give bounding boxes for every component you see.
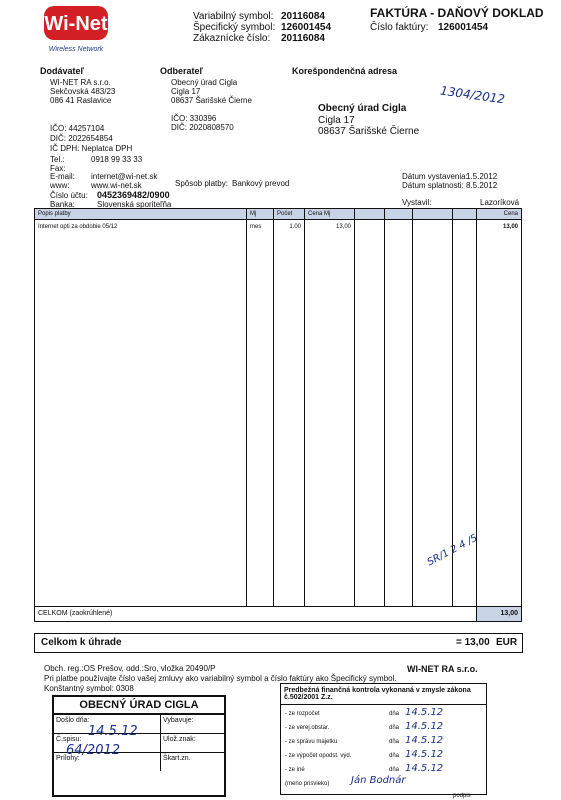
handwritten-control-date: 14.5.12 [405,763,444,774]
control-day-label: dňa [389,711,400,717]
supplier-phone: 0918 99 33 33 [91,155,143,164]
company-logo [40,4,112,56]
issue-date-label: Dátum vystavenia: [402,172,468,181]
total-value: 13,00 [477,606,522,621]
fax-label: Fax: [50,164,66,173]
customer-number-label: Zákaznícke číslo: [193,33,271,44]
handwritten-side-note: SR/1 2 4 /5 [425,532,480,569]
col-blank-2 [385,209,413,220]
table-header [35,209,522,220]
stamp-row [54,715,224,734]
col-description: Popis platby [35,209,247,220]
col-blank-4 [453,209,477,220]
handwritten-control-date: 14.5.12 [405,749,444,760]
financial-control-box [280,683,487,799]
stamp-storage-label: Ulož.znak: [163,736,196,743]
handwritten-control-date: 14.5.12 [405,721,444,732]
col-quantity: Počet [274,209,305,220]
handwritten-received-date: 14.5.12 [88,724,138,739]
control-line-property: - ze správu majetku [285,739,338,745]
item-blank-1 [355,220,385,607]
col-price: Cena [477,209,522,220]
handwritten-signature: Ján Bodnár [351,775,406,786]
supplier-ico: IČO: 44257104 [50,124,105,133]
control-day-label: dňa [389,725,400,731]
control-day-label: dňa [389,753,400,759]
supplier-bank: Slovenská sporiteľňa [97,200,172,209]
supplier-email[interactable]: internet@wi-net.sk [91,172,158,181]
customer-dic: DIČ: 2020808570 [171,123,234,132]
control-line-procurement: - ze verej.obstar. [285,725,330,731]
grand-total-currency: EUR [496,637,518,648]
supplier-account: 0452369482/0900 [97,190,170,200]
svg-text:Wi-Net: Wi-Net [44,13,108,35]
col-unit-price: Cena Mj [305,209,355,220]
table-total-row [35,606,522,621]
supplier-heading: Dodávateľ [40,66,84,76]
handwritten-reg-number: 1304/2012 [439,83,506,107]
supplier-name: WI-NET RA s.r.o. [50,78,111,87]
correspondence-street: Cigla 17 [318,115,355,126]
correspondence-name: Obecný úrad Cigla [318,103,407,114]
customer-street: Cigla 17 [171,87,201,96]
item-quantity: 1.00 [274,220,305,607]
stamp-handler-label: Vybavuje: [163,717,194,724]
item-description: Internet opti za obdobie 05/12 [35,220,247,607]
correspondence-heading: Korešpondenčná adresa [292,66,398,76]
stamp-file-label: Č.spisu: [54,734,161,752]
col-blank-1 [355,209,385,220]
issued-by: Lazoríková [480,198,520,207]
email-label: E-mail: [50,172,75,181]
variable-symbol-label: Variabilný symbol: [193,11,274,22]
logo-graphic [40,4,112,56]
item-unit: mes [247,220,274,607]
due-date: 8.5.2012 [466,181,498,190]
item-price: 13,00 [477,220,522,607]
issued-by-label: Vystavil: [402,198,432,207]
control-line-justification: - ze výpočet opodst. výd. [285,753,352,759]
stamp-title: OBECNÝ ÚRAD CIGLA [54,697,224,715]
control-signer-label: (meno prisvieko) [285,781,330,787]
customer-name: Obecný úrad Cigla [171,78,238,87]
control-sign-label: podpis [453,793,471,799]
invoice-title: FAKTÚRA - DAŇOVÝ DOKLAD [370,6,544,20]
tel-label: Tel.: [50,155,65,164]
correspondence-city: 08637 Šarišské Čierne [318,126,420,137]
grand-total-box [34,633,523,653]
payment-method: Bankový prevod [232,179,290,188]
customer-ico: IČO: 330396 [171,114,217,123]
bank-label: Banka: [50,200,75,209]
control-day-label: dňa [389,739,400,745]
supplier-website[interactable]: www.wi-net.sk [91,181,142,190]
col-unit: Mj [247,209,274,220]
customer-heading: Odberateľ [160,66,203,76]
grand-total-label: Celkom k úhrade [41,637,122,648]
footer-payment-note: Pri platbe používajte číslo vašej zmluvy ako variabilný symbol a číslo faktúry ako Špecifický symbol. [44,674,397,683]
total-label: CELKOM (zaokrúhlené) [35,606,477,621]
variable-symbol: 20116084 [281,11,325,22]
control-line-other: - ze iné [285,767,305,773]
footer-company: WI-NET RA s.r.o. [407,664,478,674]
specific-symbol-label: Špecifický symbol: [193,22,276,33]
item-unit-price: 13,00 [305,220,355,607]
stamp-shred-label: Škart.zn. [163,755,191,762]
handwritten-control-date: 14.5.12 [405,735,444,746]
stamp-attachments-label: Prílohy: [54,753,161,771]
www-label: www: [50,181,70,190]
svg-text:Wireless Network: Wireless Network [48,46,104,53]
supplier-dic: DIČ: 2022654854 [50,134,113,143]
control-day-label: dňa [389,767,400,773]
control-title: Predbežná finančná kontrola vykonaná v zmysle zákona č.502/2001 Z.z. [281,684,486,705]
footer-register: Obch. reg.:OS Prešov, odd.:Sro, vložka 20490/P [44,664,216,673]
due-date-label: Dátum splatnosti: [402,181,464,190]
invoice-number: 126001454 [438,22,489,33]
item-blank-2 [385,220,413,607]
supplier-icdph: IČ DPH: Neplatca DPH [50,144,133,153]
handwritten-file-number: 64/2012 [66,743,121,758]
grand-total-value: = 13,00 [456,637,490,648]
control-line-budget: - ze rozpočet [285,711,320,717]
stamp-received-label: Došlo dňa: [54,715,161,733]
payment-label: Spôsob platby: [175,179,228,188]
invoice-number-label: Číslo faktúry: [370,22,429,33]
specific-symbol: 126001454 [281,22,332,33]
items-table [34,208,522,622]
supplier-street: Sekčovská 483/23 [50,87,116,96]
account-label: Číslo účtu: [50,191,88,200]
footer-constant-symbol: Konštantný symbol: 0308 [44,684,134,693]
customer-number: 20116084 [281,33,325,44]
col-blank-3 [413,209,453,220]
customer-city: 08637 Šarišské Čierne [171,96,252,105]
handwritten-control-date: 14.5.12 [405,707,444,718]
supplier-city: 086 41 Raslavice [50,96,112,105]
issue-date: 1.5.2012 [466,172,498,181]
